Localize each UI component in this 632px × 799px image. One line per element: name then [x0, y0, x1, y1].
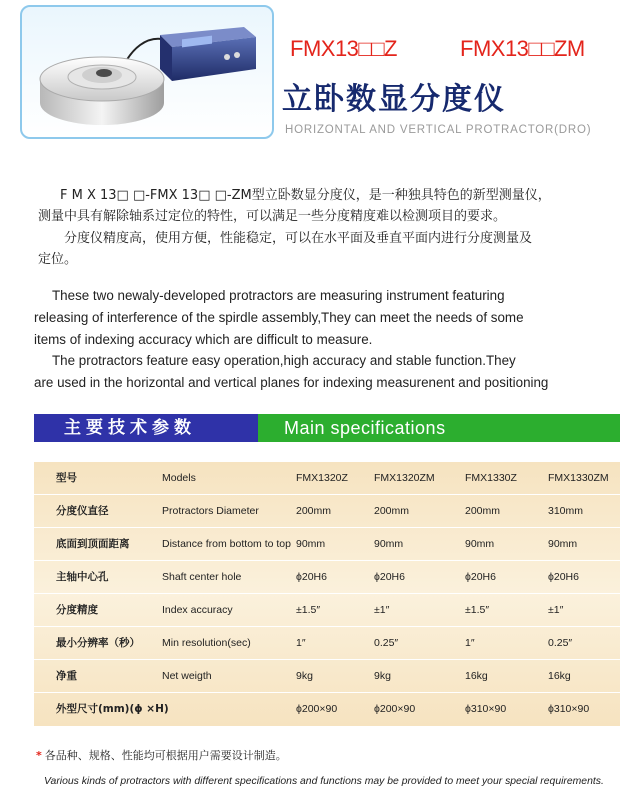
row-label-cn: 分度仪直径 [56, 505, 109, 517]
row-label-en: Min resolution(sec) [162, 637, 251, 649]
row-label-en: Net weigth [162, 670, 212, 682]
row-label-cn: 最小分辨率（秒） [56, 637, 140, 649]
cell-fmx1330zm: ϕ310×90 [548, 703, 590, 715]
cell-fmx1330zm: ϕ20H6 [548, 571, 579, 583]
row-label-cn: 型号 [56, 472, 77, 484]
row-label-en: Protractors Diameter [162, 505, 259, 517]
table-row [34, 693, 620, 725]
cell-fmx1330zm: 0.25″ [548, 637, 573, 649]
row-label-en: Models [162, 472, 196, 484]
asterisk-icon: * [36, 749, 42, 762]
cell-fmx1330zm: ±1″ [548, 604, 564, 616]
intro-cn-line: F M X 13□ □-FMX 13□ □-ZM型立卧数显分度仪，是一种独具特色的新型测量仪， [60, 188, 551, 203]
table-row [34, 627, 620, 660]
cell-fmx1330z: 16kg [465, 670, 488, 682]
cell-fmx1320zm: FMX1320ZM [374, 472, 435, 484]
cell-fmx1330zm: FMX1330ZM [548, 472, 609, 484]
row-label-en: Shaft center hole [162, 571, 242, 583]
table-row [34, 660, 620, 693]
cell-fmx1320z: 200mm [296, 505, 332, 517]
footnote-en: Various kinds of protractors with different specifications and functions may be provided to meet your special requirements. [44, 776, 604, 787]
cell-fmx1320zm: ±1″ [374, 604, 390, 616]
cell-fmx1320zm: 200mm [374, 505, 410, 517]
product-photo [20, 5, 274, 139]
table-row [34, 528, 620, 561]
cell-fmx1330zm: 310mm [548, 505, 584, 517]
row-label-cn: 主轴中心孔 [56, 571, 109, 583]
cell-fmx1320z: ±1.5″ [296, 604, 321, 616]
intro-en-line: are used in the horizontal and vertical planes for indexing measurenent and positioning [34, 375, 549, 390]
cell-fmx1320z: 9kg [296, 670, 313, 682]
cell-fmx1320zm: 90mm [374, 538, 404, 550]
cell-fmx1320zm: 9kg [374, 670, 391, 682]
cell-fmx1320z: ϕ20H6 [296, 571, 327, 583]
table-row [34, 561, 620, 594]
intro-en-line: releasing of interference of the spirdle assembly,They can meet the needs of some [34, 310, 524, 325]
specs-header-cn: 主要技术参数 [34, 414, 258, 442]
specs-header-bar [34, 414, 620, 442]
intro-cn-line: 定位。 [38, 252, 78, 267]
specs-table [34, 462, 620, 726]
row-label-en: Index accuracy [162, 604, 233, 616]
cell-fmx1320z: FMX1320Z [296, 472, 348, 484]
cell-fmx1330z: ±1.5″ [465, 604, 490, 616]
table-row [34, 495, 620, 528]
cell-fmx1330z: 1″ [465, 637, 475, 649]
intro-en-line: These two newaly-developed protractors are measuring instrument featuring [52, 288, 505, 303]
row-label-en: Distance from bottom to top [162, 538, 291, 550]
model-title-zm: FMX13□□ZM [460, 36, 585, 61]
row-label-cn: 净重 [56, 670, 77, 682]
cell-fmx1330zm: 90mm [548, 538, 578, 550]
intro-en-line: items of indexing accuracy which are difficult to measure. [34, 332, 373, 347]
protractor-device-image [22, 7, 272, 137]
table-row [34, 462, 620, 495]
cell-fmx1330z: ϕ310×90 [465, 703, 507, 715]
row-label-cn: 底面到顶面距离 [56, 538, 130, 550]
intro-cn-line: 分度仪精度高，使用方便，性能稳定，可以在水平面及垂直平面内进行分度测量及 [64, 231, 533, 246]
cell-fmx1330z: 90mm [465, 538, 495, 550]
page-title-en: HORIZONTAL AND VERTICAL PROTRACTOR(DRO) [285, 124, 592, 136]
cell-fmx1320z: 1″ [296, 637, 306, 649]
intro-en-line: The protractors feature easy operation,high accuracy and stable function.They [52, 353, 516, 368]
footnote-cn-text: 各品种、规格、性能均可根据用户需要设计制造。 [44, 749, 287, 762]
model-title-z: FMX13□□Z [290, 36, 397, 61]
cell-fmx1320z: 90mm [296, 538, 326, 550]
cell-fmx1330z: ϕ20H6 [465, 571, 496, 583]
cell-fmx1320zm: ϕ200×90 [374, 703, 416, 715]
row-label-cn: 分度精度 [56, 604, 98, 616]
table-row [34, 594, 620, 627]
row-label-cn: 外型尺寸(mm)(ϕ ×H) [56, 703, 169, 715]
specs-header-en: Main specifications [258, 414, 620, 442]
cell-fmx1320zm: ϕ20H6 [374, 571, 405, 583]
footnote-cn [36, 747, 287, 763]
cell-fmx1330zm: 16kg [548, 670, 571, 682]
page-title-cn: 立卧数显分度仪 [282, 82, 506, 117]
cell-fmx1320z: ϕ200×90 [296, 703, 338, 715]
intro-cn-line: 测量中具有解除轴系过定位的特性，可以满足一些分度精度难以检测项目的要求。 [38, 209, 507, 224]
cell-fmx1330z: 200mm [465, 505, 501, 517]
cell-fmx1330z: FMX1330Z [465, 472, 517, 484]
cell-fmx1320zm: 0.25″ [374, 637, 399, 649]
